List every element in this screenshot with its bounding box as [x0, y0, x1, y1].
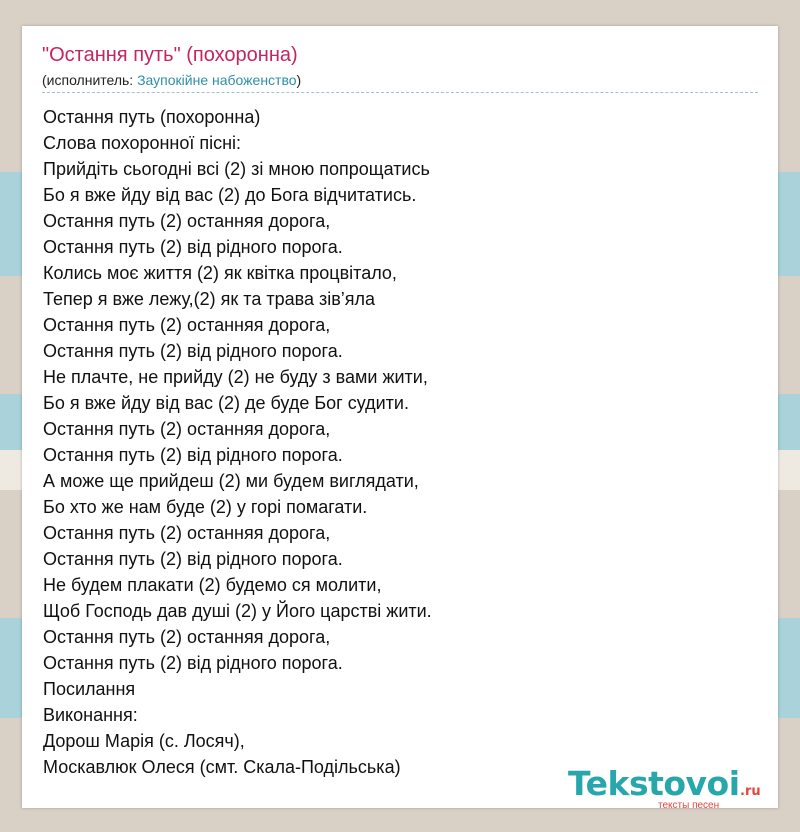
logo-wordmark: Tekstovoi — [568, 764, 740, 803]
song-title: "Остання путь" (похоронна) — [42, 44, 298, 66]
lyric-line: А може ще прийдеш (2) ми будем виглядати, — [43, 471, 419, 491]
lyric-line: Остання путь (2) останняя дорога, — [43, 523, 331, 543]
lyric-line: Остання путь (2) від рідного порога. — [43, 237, 343, 257]
lyric-line: Остання путь (2) від рідного порога. — [43, 341, 343, 361]
lyric-line: Колись моє життя (2) як квітка процвітало, — [43, 263, 397, 283]
performer-line — [42, 72, 301, 88]
lyric-line: Виконання: — [43, 705, 138, 725]
performer-suffix: ) — [296, 72, 302, 88]
lyric-line: Остання путь (2) від рідного порога. — [43, 653, 343, 673]
lyric-line: Остання путь (2) останняя дорога, — [43, 419, 331, 439]
site-logo[interactable] — [568, 764, 778, 812]
lyric-line: Остання путь (2) останняя дорога, — [43, 315, 331, 335]
lyric-line: Щоб Господь дав душі (2) у Його царстві жити. — [43, 601, 432, 621]
lyric-line: Посилання — [43, 679, 136, 699]
lyric-line: Тепер я вже лежу,(2) як та трава зів’яла — [43, 289, 376, 309]
logo-tld: .ru — [740, 784, 761, 799]
lyric-line: Дорош Марія (с. Лосяч), — [43, 731, 245, 751]
lyric-line: Остання путь (2) останняя дорога, — [43, 211, 331, 231]
lyric-line: Остання путь (2) останняя дорога, — [43, 627, 331, 647]
title-divider — [42, 92, 758, 93]
lyric-line: Не плачте, не прийду (2) не буду з вами жити, — [43, 367, 428, 387]
lyric-line: Не будем плакати (2) будемо ся молити, — [43, 575, 382, 595]
lyric-line: Остання путь (2) від рідного порога. — [43, 549, 343, 569]
lyrics-body — [43, 104, 432, 780]
lyrics-card — [22, 26, 778, 808]
logo-tagline: тексты песен — [658, 800, 720, 811]
lyric-line: Бо я вже йду від вас (2) де буде Бог судити. — [43, 393, 409, 413]
lyric-line: Остання путь (2) від рідного порога. — [43, 445, 343, 465]
performer-prefix: (исполнитель: — [42, 72, 138, 88]
performer-link[interactable]: Заупокійне набоженство — [137, 72, 297, 88]
lyric-line: Бо я вже йду від вас (2) до Бога відчитатись. — [43, 185, 417, 205]
lyric-line: Москавлюк Олеся (смт. Скала-Подільська) — [43, 757, 401, 777]
lyric-line: Бо хто же нам буде (2) у горі помагати. — [43, 497, 368, 517]
lyric-line: Слова похоронної пісні: — [43, 133, 242, 153]
lyric-line: Остання путь (похоронна) — [43, 107, 261, 127]
lyric-line: Прийдіть сьогодні всі (2) зі мною попрощатись — [43, 159, 430, 179]
